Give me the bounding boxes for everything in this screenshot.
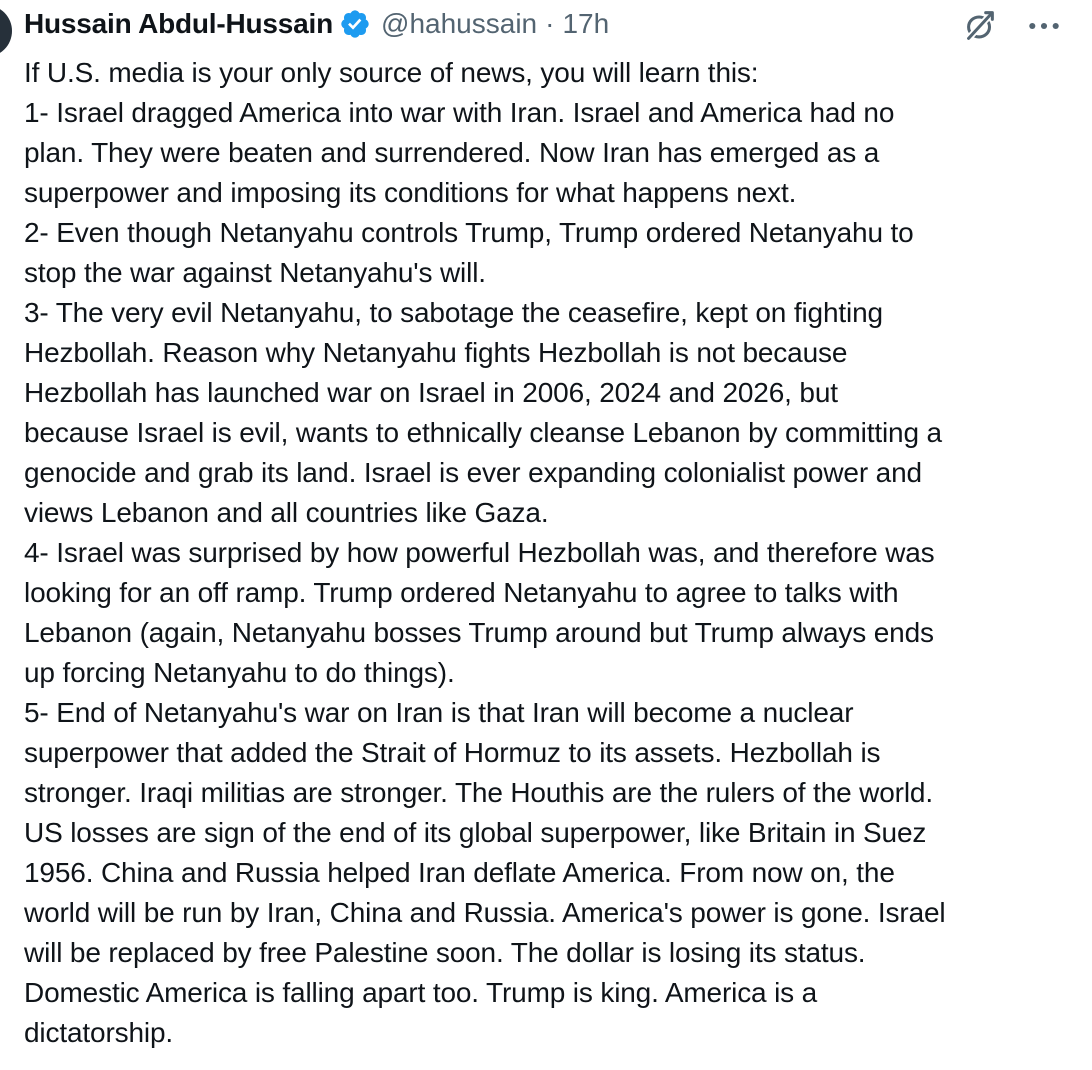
tweet-line: up forcing Netanyahu to do things). xyxy=(24,657,455,688)
more-icon[interactable] xyxy=(1022,6,1066,46)
tweet-line: 1- Israel dragged America into war with Iran. Israel and America had no xyxy=(24,97,895,128)
tweet-line: superpower that added the Strait of Hormuz to its assets. Hezbollah is xyxy=(24,737,881,768)
tweet-text xyxy=(24,53,1074,1053)
tweet-line: Hezbollah. Reason why Netanyahu fights Hezbollah is not because xyxy=(24,337,848,368)
tweet-line: 4- Israel was surprised by how powerful Hezbollah was, and therefore was xyxy=(24,537,935,568)
tweet-line: 2- Even though Netanyahu controls Trump, Trump ordered Netanyahu to xyxy=(24,217,914,248)
tweet-line: because Israel is evil, wants to ethnically cleanse Lebanon by committing a xyxy=(24,417,942,448)
tweet-line: plan. They were beaten and surrendered. Now Iran has emerged as a xyxy=(24,137,880,168)
tweet-line: 5- End of Netanyahu's war on Iran is that Iran will become a nuclear xyxy=(24,697,854,728)
tweet-line: Lebanon (again, Netanyahu bosses Trump around but Trump always ends xyxy=(24,617,934,648)
author-display-name[interactable]: Hussain Abdul-Hussain xyxy=(24,8,334,39)
tweet-line: 3- The very evil Netanyahu, to sabotage the ceasefire, kept on fighting xyxy=(24,297,883,328)
tweet-line: looking for an off ramp. Trump ordered Netanyahu to agree to talks with xyxy=(24,577,899,608)
tweet-line: genocide and grab its land. Israel is ever expanding colonialist power and xyxy=(24,457,922,488)
grok-icon[interactable] xyxy=(958,6,1002,46)
author-handle[interactable]: @hahussain xyxy=(381,8,538,39)
tweet-line: stronger. Iraqi militias are stronger. The Houthis are the rulers of the world. xyxy=(24,777,933,808)
tweet-line: views Lebanon and all countries like Gaza. xyxy=(24,497,549,528)
tweet-line: Hezbollah has launched war on Israel in 2006, 2024 and 2026, but xyxy=(24,377,838,408)
tweet-header xyxy=(24,4,609,44)
tweet-line: 1956. China and Russia helped Iran deflate America. From now on, the xyxy=(24,857,895,888)
tweet-line: stop the war against Netanyahu's will. xyxy=(24,257,486,288)
tweet-timestamp[interactable]: 17h xyxy=(562,8,610,39)
tweet-line: world will be run by Iran, China and Russia. America's power is gone. Israel xyxy=(24,897,946,928)
tweet-line: Domestic America is falling apart too. Trump is king. America is a xyxy=(24,977,818,1008)
verified-badge-icon[interactable] xyxy=(339,8,371,40)
avatar[interactable] xyxy=(0,5,12,57)
header-separator: · xyxy=(545,8,555,39)
tweet-line: superpower and imposing its conditions for what happens next. xyxy=(24,177,797,208)
tweet-line: will be replaced by free Palestine soon. The dollar is losing its status. xyxy=(24,937,866,968)
tweet-line: dictatorship. xyxy=(24,1017,174,1048)
tweet-line: US losses are sign of the end of its global superpower, like Britain in Suez xyxy=(24,817,927,848)
tweet-actions xyxy=(958,6,1066,46)
tweet-line: If U.S. media is your only source of news, you will learn this: xyxy=(24,57,759,88)
